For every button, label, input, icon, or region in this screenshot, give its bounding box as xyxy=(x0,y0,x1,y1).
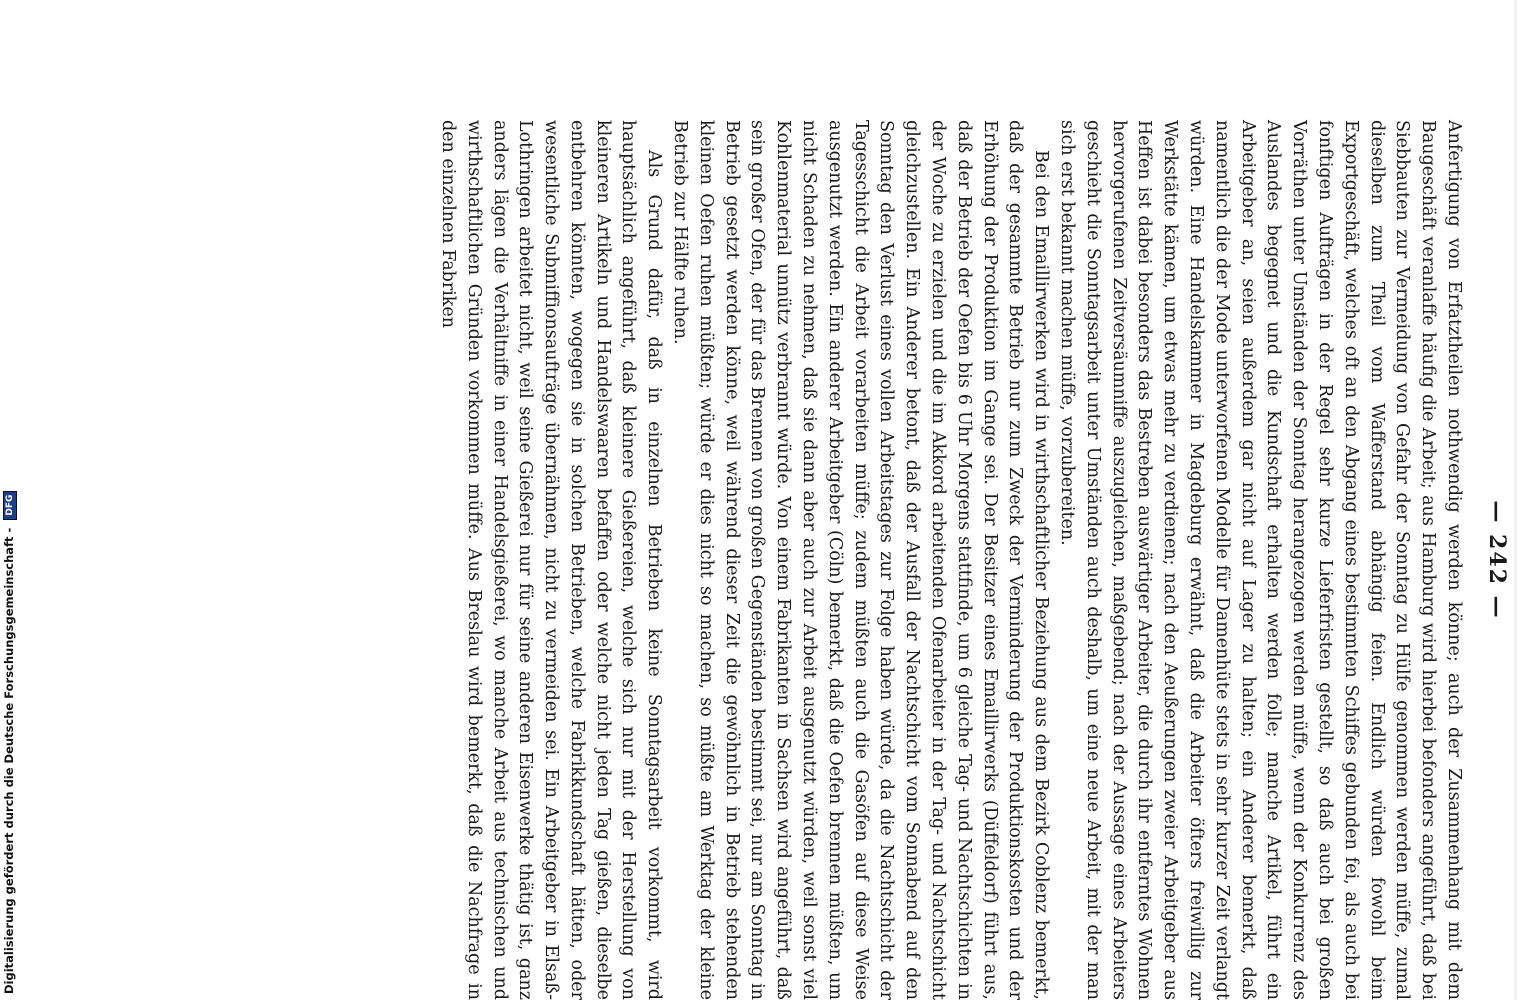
digitization-note xyxy=(0,0,28,1000)
paragraph-2: Bei den Emaillirwerken wird in wirthschaftlicher Beziehung aus dem Bezirk Coblenz bemerkt, daß der gesammte Betrieb nur zum Zweck der Verminderung der Produktionskosten und der Erhöhung der Produktion im Gange sei. Der Besitzer eines Emaillirwerks (Düffeldorf) führt aus, daß der Betrieb der Oefen bis 6 Uhr Morgens stattfinde, um 6 gleiche Tag- und Nachtschichten in der Woche zu erzielen und die im Akkord arbeitenden Ofenarbeiter in der Tag- und Nachtschicht gleichzustellen. Ein Anderer betont, daß der Ausfall der Nachtschicht vom Sonnabend auf den Sonntag den Verlust eines vollen Arbeitstages zur Folge haben würde, da die Nachtschicht der Tagesschicht die Arbeit vorarbeiten müffe; zudem müßten auch die Gasöfen auf diese Weise ausgenutzt werden. Ein anderer Arbeitgeber (Cöln) bemerkt, daß die Oefen brennen müßten, um nicht Schaden zu nehmen, daß sie dann aber auch zur Arbeit ausgenutzt würden, weil sonst viel Kohlenmaterial unnütz verbrannt würde. Von einem Fabrikanten in Sachsen wird angeführt, daß sein großer Ofen, der für das Brennen von großen Gegenständen bestimmt sei, nur am Sonntag in Betrieb gesetzt werden könne, weil während dieser Zeit die gewöhnlich in Betrieb stehenden kleinen Oefen ruhen müßten; würde er dies nicht so machen, so müßte am Werktag der kleine Betrieb zur Hälfte ruhen. xyxy=(670,120,1052,1000)
paragraph-1: Anfertigung von Erfatztheilen nothwendig werden könne; auch der Zusammenhang mit dem Baugeschäft veranlaffe häufig die Arbeit; aus Hamburg wird hierbei befonders angeführt, daß bei Siebbauten zur Vermeidung von Gefahr der Sonntag zu Hülfe genommen werden müffe, zumal dieselben zum Theil vom Wafferstand abhängig feien. Endlich würden fowohl beim Exportgeschäft, welches oft an den Abgang eines bestimmten Schiffes gebunden fei, als auch bei fonftigen Aufträgen in der Regel sehr kurze Lieferfristen gestellt, so daß auch bei großen Vorräthen unter Umständen der Sonntag herangezogen werden müffe, wenn der Konkurrenz des Auslandes begegnet und die Kundschaft erhalten werden folle; manche Artikel, führt ein Arbeitgeber an, seien außerdem gar nicht auf Lager zu halten; ein Anderer bemerkt, daß namentlich die der Mode unterworfenen Modelle für Damenhüte stets in sehr kurzer Zeit verlangt würden. Eine Handelskammer in Magdeburg erwähnt, daß die Arbeiter öfters freiwillig zur Werkstätte kämen, um etwas mehr zu verdienen; nach den Aeußerungen zweier Arbeitgeber aus Heffen ist dabei besonders das Bestreben auswärtiger Arbeiter, die durch ihr entferntes Wohnen hervorgerufenen Zeitversäumniffe auszugleichen, maßgebend; nach der Aussage eines Arbeiters geschieht die Sonntagsarbeit unter Umständen auch deshalb, um eine neue Arbeit, mit der man sich erst bekannt machen müffe, vorzubereiten. xyxy=(1057,120,1464,1000)
dfg-logo: DFG xyxy=(3,491,17,520)
digitization-note-text: Digitalisierung gefördert durch die Deutsche Forschungsgemeinschaft - xyxy=(2,527,16,994)
page-number: — 242 — xyxy=(1484,500,1510,620)
rotated-page-content xyxy=(437,120,1510,1000)
page-body xyxy=(434,120,1466,1000)
paragraph-3: Als Grund dafür, daß in einzelnen Betrieben keine Sonntagsarbeit vorkommt, wird hauptsächlich angeführt, daß kleinere Gießereien, welche sich nur mit der Herstellung von kleineren Artikeln und Handelswaaren befaffen oder welche nicht jeden Tag gießen, dieselbe entbehren könnten, wogegen sie in solchen Betrieben, welche Fabrikkundschaft hätten, oder wesentliche Submiffionsaufträge übernähmen, nicht zu vermeiden sei. Ein Arbeitgeber in Elsaß-Lothringen arbeitet nicht, weil seine Gießerei nur für seine anderen Eisenwerke thätig ist, ganz anders lägen die Verhältniffe in einer Handelsgießerei, wo manche Arbeit aus technischen und wirthschaftlichen Gründen vorkommen müffe. Aus Breslau wird bemerkt, daß die Nachfrage in den einzelnen Fabriken xyxy=(437,120,665,1000)
